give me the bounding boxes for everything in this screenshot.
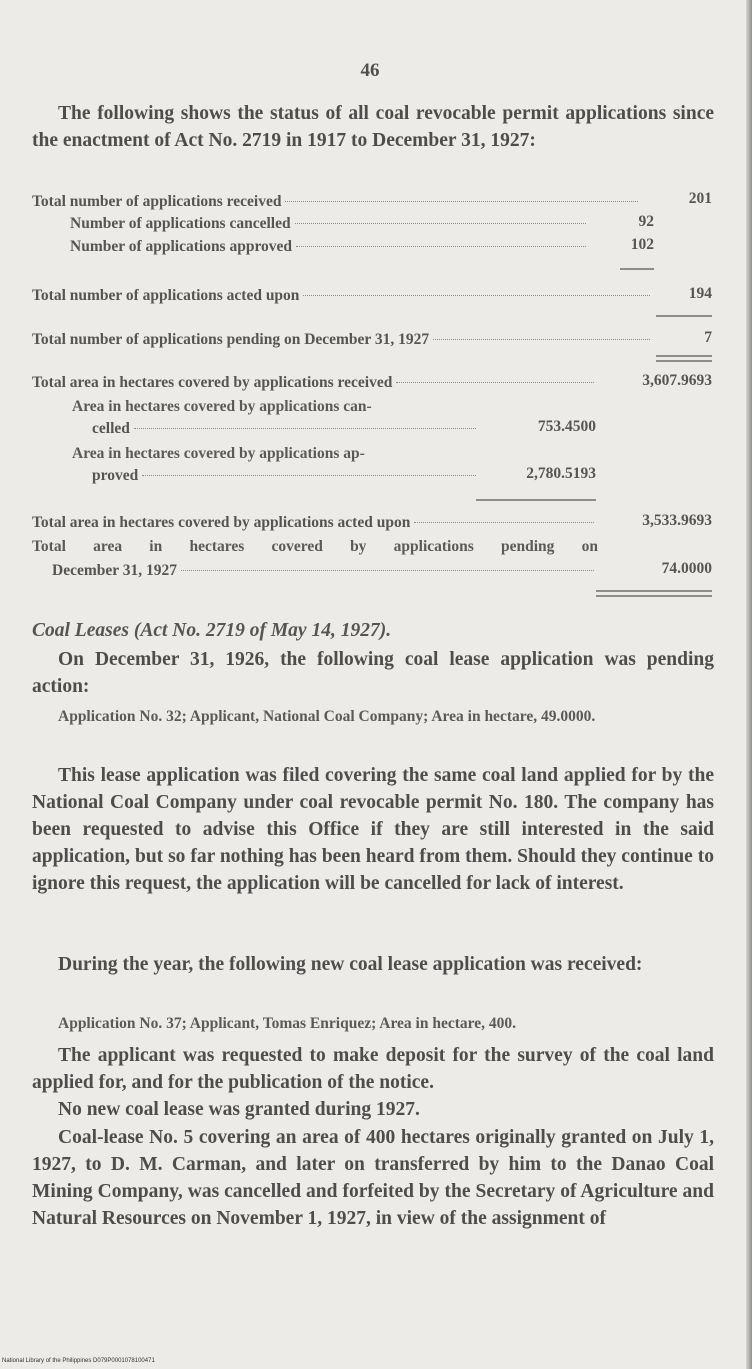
row-area-pending — [52, 562, 598, 580]
double-rule — [656, 355, 712, 362]
row-area-acted — [32, 514, 598, 532]
final-double-rule — [596, 590, 712, 597]
leader-dots — [142, 475, 476, 476]
value-area-cancelled: 753.4500 — [537, 418, 596, 435]
paragraph-coal-lease-5 — [32, 1124, 714, 1232]
row-total-received — [32, 193, 642, 211]
paragraph-text: Coal-lease No. 5 covering an area of 400 hectares originally granted on July 1, 1927, to D. M. Carman, and later on transferred by him to the Danao Coal Mining Company, was cancelled and forfeited by the Secretary of Agriculture and Natural Resources on November 1, 1927, in view of the assignment of — [32, 1127, 714, 1229]
value-area-received: 3,607.9693 — [642, 372, 712, 389]
leader-dots — [414, 522, 594, 523]
row-area-approved — [92, 467, 480, 485]
value-pending: 7 — [704, 329, 712, 346]
value-area-approved: 2,780.5193 — [526, 465, 596, 482]
row-label: December 31, 1927 — [52, 562, 177, 579]
value-total-received: 201 — [688, 190, 712, 207]
area-pending-line1: Total area in hectares covered by applications pending on — [32, 538, 598, 555]
area-cancelled-line1: Area in hectares covered by applications can- — [72, 398, 372, 415]
paragraph-text: This lease application was filed covering the same coal land applied for by the National Coal Company under coal revocable permit No. 180. The company has been requested to advise this Office if they are still interested in the said application, but so far nothing has been heard from them. Should they continue to ignore this request, the application will be cancelled for lack of interest. — [32, 765, 714, 894]
area-approved-line1: Area in hectares covered by applications ap- — [72, 445, 365, 462]
row-area-received — [32, 374, 598, 392]
value-area-pending: 74.0000 — [661, 560, 712, 577]
leader-dots — [296, 246, 586, 247]
paragraph-text: The applicant was requested to make deposit for the survey of the coal land applied for, and for the publication of the notice. — [32, 1045, 714, 1093]
row-label: Number of applications approved — [70, 238, 293, 255]
row-label: Total number of applications received — [32, 193, 282, 210]
row-label: celled — [92, 420, 130, 437]
application-32-entry: Application No. 32; Applicant, National Coal Company; Area in hectare, 49.0000. — [58, 708, 596, 725]
row-pending — [32, 331, 654, 349]
row-label: Total area in hectares covered by applications acted upon — [32, 514, 411, 531]
leader-dots — [134, 428, 476, 429]
page-edge-shadow — [746, 0, 752, 1369]
leader-dots — [295, 223, 586, 224]
paragraph-new-application — [32, 951, 714, 978]
row-area-cancelled — [92, 420, 480, 438]
paragraph-deposit — [32, 1042, 714, 1096]
value-cancelled: 92 — [638, 213, 654, 230]
total-rule — [656, 315, 712, 317]
leader-dots — [181, 570, 594, 571]
intro-text: The following shows the status of all coal revocable permit applications since the enactment of Act No. 2719 in 1917 to December 31, 1927: — [32, 103, 714, 151]
value-approved: 102 — [630, 236, 654, 253]
row-acted-upon — [32, 287, 654, 305]
row-cancelled — [70, 215, 590, 233]
row-label: Number of applications cancelled — [70, 215, 291, 232]
footer-watermark: National Library of the Philippines D079P0001078100471 — [2, 1358, 155, 1364]
value-area-acted: 3,533.9693 — [642, 512, 712, 529]
paragraph-text: On December 31, 1926, the following coal lease application was pending action: — [32, 649, 714, 697]
paragraph-text: During the year, the following new coal lease application was received: — [58, 954, 643, 975]
paragraph-no-new-lease — [32, 1096, 714, 1123]
section-heading: Coal Leases (Act No. 2719 of May 14, 1927). — [32, 620, 392, 641]
page-number: 46 — [360, 60, 380, 81]
value-acted-upon: 194 — [688, 285, 712, 302]
row-label: proved — [92, 467, 139, 484]
leader-dots — [433, 339, 650, 340]
application-37-entry: Application No. 37; Applicant, Tomas Enriquez; Area in hectare, 400. — [58, 1015, 516, 1032]
row-label: Total area in hectares covered by applications received — [32, 374, 393, 391]
subtotal-rule — [620, 268, 654, 270]
row-label: Total number of applications acted upon — [32, 287, 300, 304]
paragraph-pending-1926 — [32, 646, 714, 700]
paragraph-lease-application — [32, 762, 714, 897]
leader-dots — [285, 201, 638, 202]
leader-dots — [303, 295, 650, 296]
intro-paragraph — [32, 100, 714, 154]
row-label: Total number of applications pending on December 31, 1927 — [32, 331, 430, 348]
area-subtotal-rule — [476, 499, 596, 501]
leader-dots — [396, 382, 594, 383]
row-approved — [70, 238, 590, 256]
paragraph-text: No new coal lease was granted during 1927. — [58, 1099, 420, 1120]
